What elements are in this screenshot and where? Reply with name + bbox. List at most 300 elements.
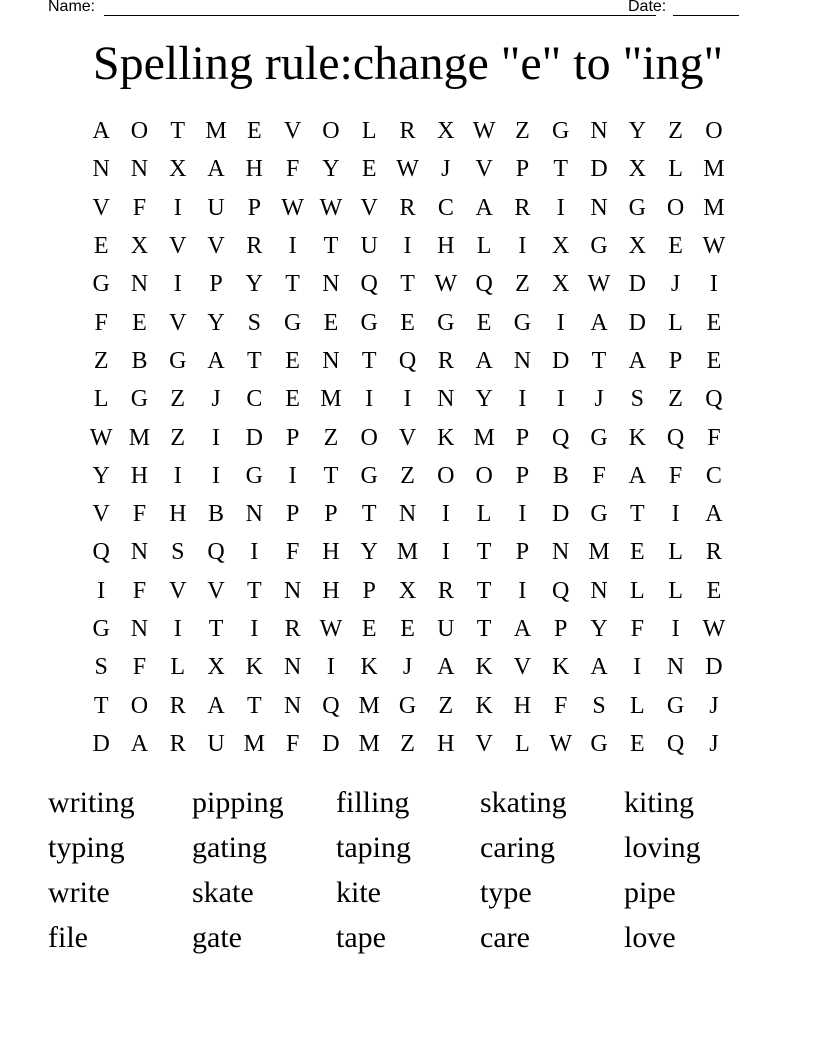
grid-letter[interactable]: Q xyxy=(475,271,493,298)
grid-letter[interactable]: B xyxy=(208,501,225,528)
grid-letter[interactable]: P xyxy=(515,424,530,451)
grid-letter[interactable]: L xyxy=(629,692,645,719)
grid-letter[interactable]: X xyxy=(169,156,187,183)
grid-letter[interactable]: I xyxy=(212,462,221,489)
grid-letter[interactable]: N xyxy=(283,654,302,681)
grid-letter[interactable]: V xyxy=(513,654,532,681)
grid-letter[interactable]: V xyxy=(360,194,378,221)
grid-letter[interactable]: N xyxy=(283,692,302,719)
grid-letter[interactable]: N xyxy=(590,118,608,145)
grid-letter[interactable]: E xyxy=(706,347,722,374)
grid-letter[interactable]: P xyxy=(362,577,376,604)
grid-letter[interactable]: W xyxy=(549,730,573,757)
grid-letter[interactable]: L xyxy=(515,730,530,757)
grid-letter[interactable]: R xyxy=(437,347,454,374)
date-field-line[interactable] xyxy=(673,15,739,16)
grid-letter[interactable]: P xyxy=(209,271,223,298)
grid-letter[interactable]: H xyxy=(130,462,149,489)
grid-letter[interactable]: A xyxy=(628,462,646,489)
grid-letter[interactable]: Y xyxy=(322,156,340,183)
grid-letter[interactable]: F xyxy=(592,462,606,489)
grid-letter[interactable]: A xyxy=(207,692,225,719)
grid-letter[interactable]: Z xyxy=(170,386,186,413)
grid-letter[interactable]: R xyxy=(514,194,531,221)
grid-letter[interactable]: X xyxy=(552,271,570,298)
grid-letter[interactable]: T xyxy=(323,462,339,489)
grid-letter[interactable]: I xyxy=(288,462,297,489)
grid-letter[interactable]: A xyxy=(628,347,646,374)
grid-letter[interactable]: P xyxy=(247,194,262,221)
grid-letter[interactable]: A xyxy=(705,501,723,528)
grid-letter[interactable]: A xyxy=(590,654,608,681)
grid-letter[interactable]: L xyxy=(668,309,683,336)
grid-letter[interactable]: J xyxy=(402,654,413,681)
grid-letter[interactable]: V xyxy=(398,424,417,451)
grid-letter[interactable]: T xyxy=(476,539,492,566)
grid-letter[interactable]: E xyxy=(706,309,722,336)
grid-letter[interactable]: O xyxy=(666,194,685,221)
grid-letter[interactable]: A xyxy=(590,309,608,336)
grid-letter[interactable]: Q xyxy=(705,386,723,413)
grid-letter[interactable]: D xyxy=(628,309,646,336)
grid-letter[interactable]: Y xyxy=(590,616,608,642)
grid-letter[interactable]: D xyxy=(552,501,570,528)
grid-letter[interactable]: E xyxy=(323,309,339,336)
grid-letter[interactable]: E xyxy=(361,616,377,642)
grid-letter[interactable]: S xyxy=(247,309,262,336)
grid-letter[interactable]: S xyxy=(630,386,644,413)
grid-letter[interactable]: T xyxy=(247,692,262,719)
grid-letter[interactable]: Y xyxy=(245,271,263,298)
grid-letter[interactable]: P xyxy=(515,462,530,489)
grid-letter[interactable]: H xyxy=(322,539,340,566)
grid-letter[interactable]: G xyxy=(552,118,570,145)
grid-letter[interactable]: N xyxy=(92,156,110,183)
grid-letter[interactable]: A xyxy=(207,347,225,374)
grid-letter[interactable]: M xyxy=(396,539,419,566)
grid-letter[interactable]: L xyxy=(476,233,492,260)
grid-letter[interactable]: O xyxy=(360,424,378,451)
grid-letter[interactable]: T xyxy=(629,501,645,528)
grid-letter[interactable]: T xyxy=(400,271,415,298)
grid-letter[interactable]: D xyxy=(92,730,110,757)
grid-letter[interactable]: Z xyxy=(323,424,339,451)
grid-letter[interactable]: T xyxy=(476,616,492,642)
grid-letter[interactable]: Z xyxy=(400,730,415,757)
grid-letter[interactable]: G xyxy=(666,692,685,719)
grid-letter[interactable]: G xyxy=(245,462,263,489)
grid-letter[interactable]: I xyxy=(518,386,527,413)
grid-letter[interactable]: J xyxy=(594,386,604,413)
grid-letter[interactable]: K xyxy=(245,654,263,681)
grid-letter[interactable]: M xyxy=(473,424,495,451)
grid-letter[interactable]: I xyxy=(556,386,565,413)
grid-letter[interactable]: R xyxy=(437,577,454,604)
grid-letter[interactable]: F xyxy=(132,654,147,681)
grid-letter[interactable]: Y xyxy=(475,386,493,413)
grid-letter[interactable]: M xyxy=(588,539,610,566)
grid-letter[interactable]: T xyxy=(285,271,300,298)
grid-letter[interactable]: J xyxy=(670,271,681,298)
grid-letter[interactable]: N xyxy=(590,577,608,604)
grid-letter[interactable]: G xyxy=(437,309,455,336)
grid-letter[interactable]: G xyxy=(283,309,302,336)
grid-letter[interactable]: E xyxy=(629,539,645,566)
grid-letter[interactable]: E xyxy=(247,118,262,145)
word-bank-item: writing xyxy=(48,786,135,819)
grid-letter[interactable]: P xyxy=(285,424,300,451)
grid-letter[interactable]: N xyxy=(666,654,685,681)
grid-letter[interactable]: V xyxy=(283,118,302,145)
grid-letter[interactable]: U xyxy=(360,233,378,260)
grid-letter[interactable]: V xyxy=(475,156,493,183)
grid-letter[interactable]: J xyxy=(709,692,719,719)
grid-letter[interactable]: N xyxy=(513,347,532,374)
grid-letter[interactable]: P xyxy=(515,539,530,566)
grid-letter[interactable]: I xyxy=(518,577,527,604)
grid-letter[interactable]: V xyxy=(475,730,493,757)
grid-letter[interactable]: L xyxy=(93,386,109,413)
grid-letter[interactable]: I xyxy=(173,271,182,298)
grid-letter[interactable]: Z xyxy=(668,118,683,145)
grid-letter[interactable]: C xyxy=(705,462,722,489)
grid-letter[interactable]: P xyxy=(668,347,683,374)
grid-letter[interactable]: H xyxy=(437,233,455,260)
grid-letter[interactable]: Q xyxy=(552,577,570,604)
grid-letter[interactable]: A xyxy=(475,347,493,374)
grid-letter[interactable]: K xyxy=(475,654,493,681)
grid-letter[interactable]: E xyxy=(285,386,300,413)
grid-letter[interactable]: T xyxy=(93,692,109,719)
grid-letter[interactable]: U xyxy=(207,730,225,757)
grid-letter[interactable]: N xyxy=(245,501,263,528)
grid-letter[interactable]: O xyxy=(705,118,723,145)
grid-letter[interactable]: H xyxy=(322,577,340,604)
grid-letter[interactable]: G xyxy=(360,309,378,336)
grid-letter[interactable]: V xyxy=(207,577,225,604)
grid-letter[interactable]: V xyxy=(92,194,110,221)
word-bank-item: kite xyxy=(336,876,381,909)
grid-letter[interactable]: H xyxy=(437,730,455,757)
grid-letter[interactable]: E xyxy=(93,233,109,260)
grid-letter[interactable]: E xyxy=(285,347,300,374)
grid-letter[interactable]: I xyxy=(403,386,412,413)
grid-letter[interactable]: T xyxy=(247,577,262,604)
grid-letter[interactable]: X xyxy=(398,577,417,604)
grid-letter[interactable]: I xyxy=(518,233,527,260)
grid-letter[interactable]: M xyxy=(205,118,227,145)
grid-letter[interactable]: E xyxy=(400,309,415,336)
grid-letter[interactable]: N xyxy=(130,539,149,566)
grid-letter[interactable]: N xyxy=(322,271,340,298)
grid-letter[interactable]: G xyxy=(398,692,417,719)
grid-letter[interactable]: Y xyxy=(92,462,110,489)
grid-letter[interactable]: F xyxy=(132,501,147,528)
grid-letter[interactable]: T xyxy=(170,118,186,145)
grid-letter[interactable]: R xyxy=(705,539,722,566)
grid-letter[interactable]: L xyxy=(170,654,186,681)
grid-letter[interactable]: N xyxy=(398,501,417,528)
grid-letter[interactable]: E xyxy=(361,156,377,183)
grid-letter[interactable]: A xyxy=(475,194,493,221)
grid-letter[interactable]: B xyxy=(131,347,148,374)
grid-letter[interactable]: F xyxy=(132,194,147,221)
grid-letter[interactable]: W xyxy=(587,271,611,298)
grid-letter[interactable]: V xyxy=(169,309,187,336)
grid-letter[interactable]: A xyxy=(513,616,532,642)
grid-letter[interactable]: M xyxy=(320,386,342,413)
word-bank-item: taping xyxy=(336,831,411,864)
grid-row xyxy=(82,112,733,150)
grid-letter[interactable]: J xyxy=(211,386,221,413)
grid-letter[interactable]: N xyxy=(590,194,608,221)
grid-letter[interactable]: W xyxy=(319,616,343,642)
grid-letter[interactable]: G xyxy=(628,194,646,221)
grid-letter[interactable]: G xyxy=(130,386,149,413)
grid-letter[interactable]: N xyxy=(130,271,149,298)
grid-letter[interactable]: I xyxy=(97,577,106,604)
grid-letter[interactable]: T xyxy=(553,156,569,183)
grid-letter[interactable]: M xyxy=(243,730,265,757)
grid-letter[interactable]: I xyxy=(441,501,450,528)
grid-letter[interactable]: F xyxy=(630,616,644,642)
grid-letter[interactable]: U xyxy=(437,616,455,642)
name-field-line[interactable] xyxy=(104,15,656,16)
grid-letter[interactable]: R xyxy=(246,233,263,260)
grid-letter[interactable]: R xyxy=(399,118,416,145)
grid-letter[interactable]: Z xyxy=(438,692,454,719)
grid-letter[interactable]: Y xyxy=(207,309,225,336)
grid-letter[interactable]: Q xyxy=(322,692,340,719)
grid-letter[interactable]: O xyxy=(322,118,340,145)
grid-letter[interactable]: X xyxy=(628,156,646,183)
grid-letter[interactable]: I xyxy=(518,501,527,528)
grid-letter[interactable]: I xyxy=(173,616,182,642)
grid-letter[interactable]: A xyxy=(437,654,455,681)
grid-letter[interactable]: I xyxy=(365,386,374,413)
grid-letter[interactable]: V xyxy=(92,501,110,528)
grid-letter[interactable]: I xyxy=(633,654,642,681)
grid-letter[interactable]: M xyxy=(703,194,725,221)
grid-letter[interactable]: M xyxy=(358,692,380,719)
grid-letter[interactable]: W xyxy=(702,233,726,260)
grid-letter[interactable]: T xyxy=(247,347,262,374)
grid-letter[interactable]: L xyxy=(361,118,377,145)
grid-letter[interactable]: Z xyxy=(400,462,415,489)
grid-letter[interactable]: Z xyxy=(668,386,683,413)
grid-letter[interactable]: N xyxy=(283,577,302,604)
grid-letter[interactable]: I xyxy=(173,462,182,489)
grid-letter[interactable]: G xyxy=(513,309,532,336)
grid-letter[interactable]: D xyxy=(705,654,723,681)
grid-letter[interactable]: L xyxy=(629,577,645,604)
grid-letter[interactable]: X xyxy=(207,654,225,681)
grid-letter[interactable]: I xyxy=(326,654,335,681)
grid-letter[interactable]: C xyxy=(437,194,454,221)
grid-letter[interactable]: D xyxy=(245,424,263,451)
grid-letter[interactable]: G xyxy=(92,271,110,298)
grid-letter[interactable]: L xyxy=(668,577,683,604)
grid-letter[interactable]: K xyxy=(475,692,493,719)
grid-letter[interactable]: S xyxy=(171,539,185,566)
grid-letter[interactable]: K xyxy=(628,424,646,451)
grid-letter[interactable]: N xyxy=(130,616,149,642)
grid-letter[interactable]: A xyxy=(130,730,149,757)
grid-row xyxy=(82,457,733,495)
grid-letter[interactable]: Y xyxy=(628,118,646,145)
grid-letter[interactable]: Z xyxy=(93,347,109,374)
grid-letter[interactable]: T xyxy=(361,347,377,374)
grid-letter[interactable]: M xyxy=(128,424,151,451)
grid-letter[interactable]: H xyxy=(169,501,187,528)
grid-letter[interactable]: L xyxy=(668,156,683,183)
grid-letter[interactable]: Z xyxy=(515,118,530,145)
grid-letter[interactable]: M xyxy=(358,730,380,757)
grid-letter[interactable]: K xyxy=(360,654,378,681)
grid-letter[interactable]: F xyxy=(285,539,300,566)
grid-letter[interactable]: F xyxy=(285,730,300,757)
grid-letter[interactable]: R xyxy=(399,194,416,221)
grid-letter[interactable]: W xyxy=(281,194,304,221)
grid-letter[interactable]: J xyxy=(709,730,719,757)
grid-letter[interactable]: N xyxy=(437,386,455,413)
grid-letter[interactable]: S xyxy=(592,692,606,719)
grid-letter[interactable]: F xyxy=(132,577,147,604)
grid-row xyxy=(82,380,733,418)
page-title: Spelling rule:change "e" to "ing" xyxy=(92,37,724,90)
grid-letter[interactable]: S xyxy=(94,654,108,681)
grid-letter[interactable]: D xyxy=(552,347,570,374)
grid-letter[interactable]: Q xyxy=(398,347,417,374)
grid-letter[interactable]: P xyxy=(554,616,568,642)
grid-letter[interactable]: E xyxy=(132,309,147,336)
grid-letter[interactable]: I xyxy=(441,539,450,566)
grid-letter[interactable]: X xyxy=(628,233,646,260)
grid-letter[interactable]: Q xyxy=(92,539,110,566)
grid-letter[interactable]: P xyxy=(324,501,338,528)
grid-letter[interactable]: I xyxy=(709,271,718,298)
grid-letter[interactable]: X xyxy=(552,233,570,260)
grid-letter[interactable]: E xyxy=(476,309,492,336)
grid-letter[interactable]: Q xyxy=(207,539,225,566)
header-row xyxy=(48,0,748,20)
grid-letter[interactable]: I xyxy=(250,539,259,566)
grid-letter[interactable]: B xyxy=(552,462,569,489)
grid-letter[interactable]: N xyxy=(322,347,340,374)
grid-letter[interactable]: Q xyxy=(360,271,378,298)
grid-letter[interactable]: L xyxy=(668,539,683,566)
grid-letter[interactable]: I xyxy=(671,501,680,528)
grid-letter[interactable]: E xyxy=(629,730,645,757)
grid-letter[interactable]: Z xyxy=(515,271,530,298)
grid-letter[interactable]: F xyxy=(285,156,300,183)
grid-letter[interactable]: P xyxy=(285,501,300,528)
grid-letter[interactable]: G xyxy=(590,501,608,528)
grid-letter[interactable]: H xyxy=(245,156,263,183)
grid-letter[interactable]: Y xyxy=(360,539,378,566)
grid-letter[interactable]: T xyxy=(476,577,492,604)
grid-letter[interactable]: T xyxy=(323,233,339,260)
grid-letter[interactable]: A xyxy=(207,156,225,183)
grid-letter[interactable]: I xyxy=(403,233,412,260)
grid-letter[interactable]: F xyxy=(554,692,568,719)
grid-letter[interactable]: N xyxy=(130,156,149,183)
grid-letter[interactable]: I xyxy=(250,616,259,642)
grid-letter[interactable]: T xyxy=(591,347,607,374)
grid-letter[interactable]: E xyxy=(400,616,415,642)
grid-letter[interactable]: O xyxy=(475,462,493,489)
grid-letter[interactable]: R xyxy=(284,616,301,642)
grid-letter[interactable]: N xyxy=(552,539,570,566)
grid-letter[interactable]: I xyxy=(556,194,565,221)
grid-letter[interactable]: W xyxy=(434,271,458,298)
grid-letter[interactable]: E xyxy=(706,577,722,604)
grid-letter[interactable]: F xyxy=(668,462,683,489)
grid-letter[interactable]: O xyxy=(130,692,149,719)
grid-letter[interactable]: U xyxy=(207,194,225,221)
grid-letter[interactable]: R xyxy=(169,730,186,757)
grid-letter[interactable]: G xyxy=(590,233,608,260)
grid-letter[interactable]: R xyxy=(169,692,186,719)
date-label: Date: xyxy=(628,0,667,15)
grid-letter[interactable]: W xyxy=(702,616,726,642)
grid-letter[interactable]: I xyxy=(671,616,680,642)
grid-letter[interactable]: A xyxy=(92,118,110,145)
grid-letter[interactable]: I xyxy=(288,233,297,260)
grid-letter[interactable]: P xyxy=(515,156,530,183)
grid-letter[interactable]: G xyxy=(169,347,187,374)
grid-letter[interactable]: H xyxy=(513,692,532,719)
grid-letter[interactable]: I xyxy=(556,309,565,336)
grid-letter[interactable]: C xyxy=(246,386,263,413)
grid-letter[interactable]: W xyxy=(319,194,343,221)
grid-letter[interactable]: G xyxy=(360,462,378,489)
grid-letter[interactable]: Q xyxy=(666,730,685,757)
grid-letter[interactable]: T xyxy=(208,616,224,642)
grid-letter[interactable]: X xyxy=(130,233,149,260)
grid-letter[interactable]: T xyxy=(361,501,377,528)
grid-letter[interactable]: G xyxy=(590,424,608,451)
grid-letter[interactable]: G xyxy=(590,730,608,757)
grid-letter[interactable]: F xyxy=(94,309,108,336)
grid-letter[interactable]: W xyxy=(89,424,113,451)
grid-letter[interactable]: L xyxy=(476,501,492,528)
grid-letter[interactable]: Q xyxy=(552,424,570,451)
grid-letter[interactable]: J xyxy=(441,156,451,183)
grid-letter[interactable]: O xyxy=(130,118,149,145)
grid-letter[interactable]: D xyxy=(322,730,340,757)
grid-letter[interactable]: V xyxy=(169,233,187,260)
grid-letter[interactable]: D xyxy=(590,156,608,183)
grid-letter[interactable]: K xyxy=(437,424,455,451)
grid-letter[interactable]: O xyxy=(437,462,455,489)
grid-letter[interactable]: G xyxy=(92,616,110,642)
grid-letter[interactable]: X xyxy=(437,118,455,145)
grid-letter[interactable]: Q xyxy=(666,424,685,451)
grid-letter[interactable]: V xyxy=(169,577,187,604)
grid-letter[interactable]: F xyxy=(707,424,721,451)
grid-letter[interactable]: W xyxy=(396,156,419,183)
grid-letter[interactable]: V xyxy=(207,233,225,260)
grid-letter[interactable]: K xyxy=(552,654,570,681)
grid-letter[interactable]: I xyxy=(212,424,221,451)
grid-letter[interactable]: I xyxy=(173,194,182,221)
grid-letter[interactable]: E xyxy=(668,233,683,260)
grid-letter[interactable]: Z xyxy=(170,424,186,451)
grid-letter[interactable]: M xyxy=(703,156,725,183)
grid-letter[interactable]: W xyxy=(472,118,496,145)
grid-letter[interactable]: D xyxy=(628,271,646,298)
